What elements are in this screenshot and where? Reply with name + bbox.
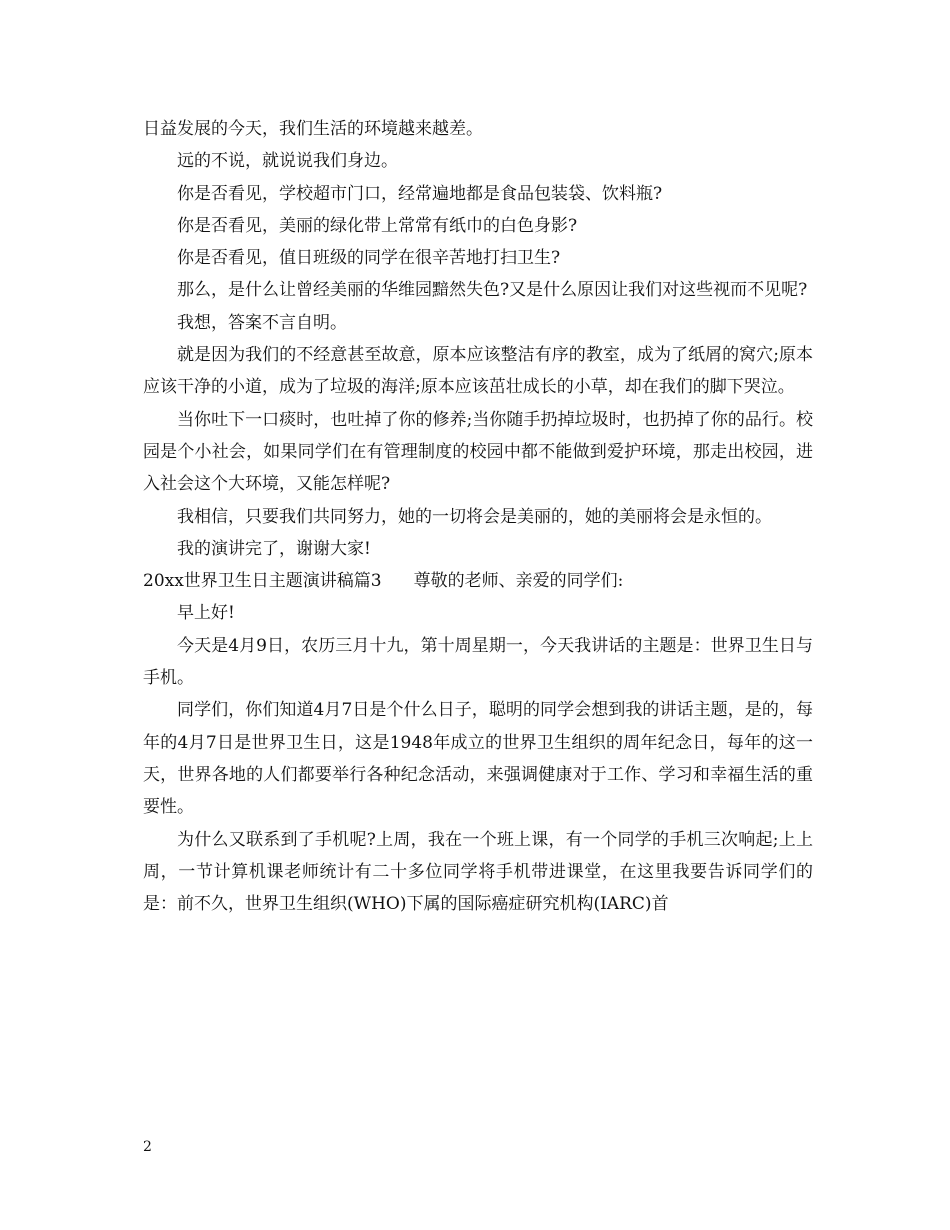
paragraph: 远的不说，就说说我们身边。 (177, 151, 398, 172)
page-number: 2 (143, 1139, 152, 1155)
paragraph: 你是否看见，学校超市门口，经常遍地都是食品包装袋、饮料瓶? (177, 183, 663, 204)
paragraph: 你是否看见，美丽的绿化带上常常有纸巾的白色身影? (177, 215, 578, 236)
paragraph: 我相信，只要我们共同努力，她的一切将会是美丽的，她的美丽将会是永恒的。 (177, 506, 772, 527)
paragraph: 为什么又联系到了手机呢?上周，我在一个班上课，有一个同学的手机三次响起;上上周，一节计算机课老师统计有二十多位同学将手机带进课堂，在这里我要告诉同学们的是：前不久，世界卫生组织(WHO)下属的国际癌症研究机构(IARC)首 (143, 829, 813, 915)
paragraph: 早上好! (177, 603, 235, 624)
paragraph: 你是否看见，值日班级的同学在很辛苦地打扫卫生? (177, 248, 561, 269)
paragraph: 日益发展的今天，我们生活的环境越来越差。 (143, 119, 483, 139)
paragraph: 就是因为我们的不经意甚至故意，原本应该整洁有序的教室，成为了纸屑的窝穴;原本应该干净的小道，成为了垃圾的海洋;原本应该茁壮成长的小草，却在我们的脚下哭泣。 (143, 345, 813, 398)
section-heading-line (143, 565, 813, 597)
salutation: 尊敬的老师、亲爱的同学们: (413, 571, 624, 592)
paragraph: 那么，是什么让曾经美丽的华维园黯然失色?又是什么原因让我们对这些视而不见呢? (177, 280, 808, 301)
paragraph: 今天是4月9日，农历三月十九，第十周星期一，今天我讲话的主题是：世界卫生日与手机。 (143, 635, 813, 689)
paragraph: 当你吐下一口痰时，也吐掉了你的修养;当你随手扔掉垃圾时，也扔掉了你的品行。校园是个小社会，如果同学们在有管理制度的校园中都不能做到爱护环境，那走出校园，进入社会这个大环境，又能怎样呢? (143, 409, 813, 495)
section-title: 20xx世界卫生日主题演讲稿篇3 (143, 571, 382, 592)
document-body (143, 113, 813, 920)
paragraph: 同学们，你们知道4月7日是个什么日子，聪明的同学会想到我的讲话主题，是的，每年的4月7日是世界卫生日，这是1948年成立的世界卫生组织的周年纪念日，每年的这一天，世界各地的人们都要举行各种纪念活动，来强调健康对于工作、学习和幸福生活的重要性。 (143, 700, 813, 818)
paragraph: 我想，答案不言自明。 (177, 312, 347, 333)
paragraph: 我的演讲完了，谢谢大家! (177, 538, 371, 559)
